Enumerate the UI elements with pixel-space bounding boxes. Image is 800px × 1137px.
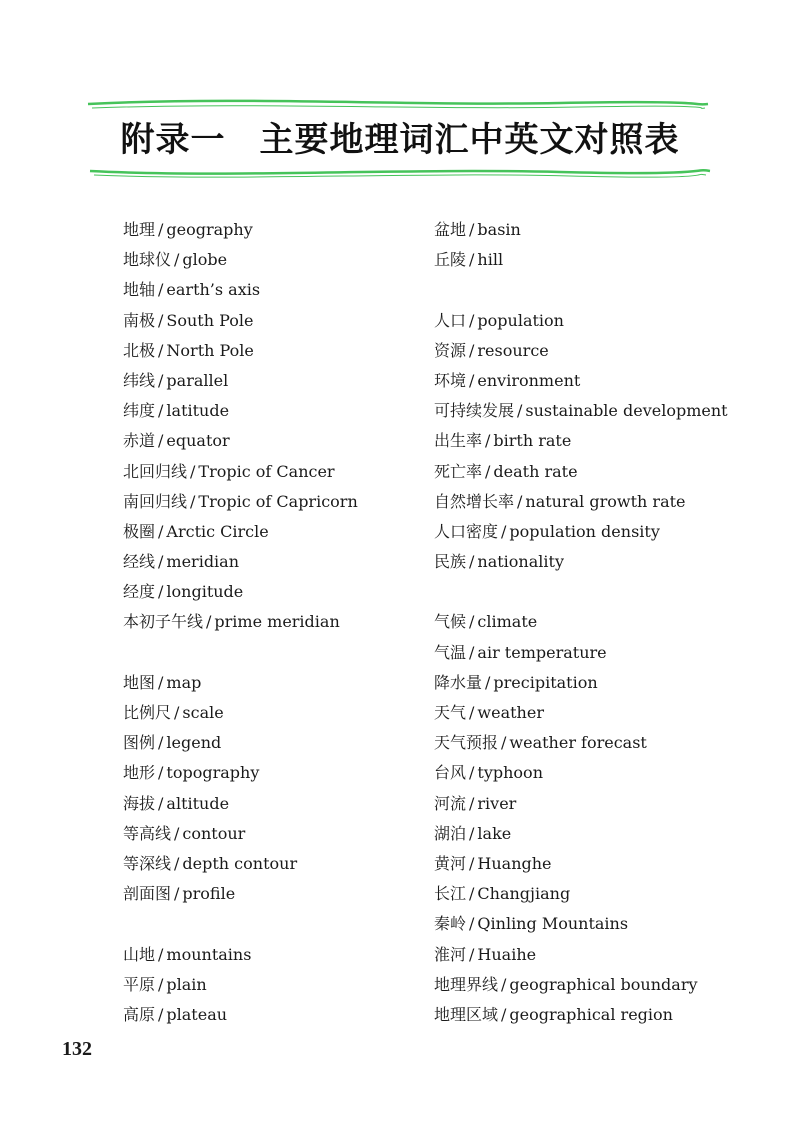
glossary-entry (434, 849, 728, 879)
chinese-term: 山地 (123, 944, 156, 964)
separator: / (469, 914, 475, 934)
chinese-term: 等深线 (123, 853, 172, 873)
glossary-entry (434, 758, 728, 788)
english-term: geographical boundary (509, 974, 698, 994)
chinese-term: 北回归线 (123, 461, 188, 481)
glossary-entry (123, 698, 358, 728)
separator: / (158, 431, 164, 451)
english-term: river (477, 793, 517, 813)
chinese-term: 地形 (123, 763, 156, 783)
chinese-term: 气候 (434, 612, 467, 632)
chinese-term: 地理 (123, 220, 156, 239)
glossary-entry (434, 1000, 728, 1030)
english-term: Tropic of Cancer (198, 461, 335, 481)
separator: / (469, 703, 475, 722)
glossary-entry (434, 517, 728, 547)
title-decoration (0, 0, 800, 200)
chinese-term: 高原 (123, 1004, 156, 1024)
english-term: natural growth rate (525, 491, 686, 511)
english-term: Huanghe (477, 853, 552, 873)
chinese-term: 等高线 (123, 823, 172, 843)
glossary-entry (434, 607, 728, 637)
separator: / (469, 220, 475, 239)
glossary-entry (123, 970, 358, 1000)
english-term: climate (477, 612, 538, 632)
glossary-entry (434, 306, 728, 336)
glossary-entry (123, 457, 358, 487)
glossary-entry (123, 366, 358, 396)
english-term: basin (477, 220, 521, 239)
separator: / (158, 401, 164, 421)
english-term: Tropic of Capricorn (198, 491, 358, 511)
separator: / (517, 491, 523, 511)
separator: / (469, 793, 475, 813)
english-term: weather (477, 703, 544, 722)
page-title (0, 112, 800, 161)
glossary-entry (123, 517, 358, 547)
glossary-entry (123, 879, 358, 909)
separator: / (469, 763, 475, 783)
chinese-term: 地理界线 (434, 974, 499, 994)
blank-row (434, 275, 728, 305)
separator: / (158, 793, 164, 813)
english-term: map (166, 672, 202, 692)
english-term: legend (166, 733, 222, 753)
chinese-term: 地轴 (123, 280, 156, 300)
glossary-entry (123, 336, 358, 366)
english-term: typhoon (477, 763, 543, 783)
chinese-term: 纬线 (123, 370, 156, 390)
english-term: hill (477, 250, 504, 270)
separator: / (501, 521, 507, 541)
english-term: air temperature (477, 642, 607, 662)
english-term: population density (509, 521, 660, 541)
separator: / (190, 491, 196, 511)
glossary-entry (123, 275, 358, 305)
chinese-term: 地理区域 (434, 1004, 499, 1024)
chinese-term: 南极 (123, 310, 156, 330)
left-glossary-column (123, 215, 358, 1030)
glossary-entry (123, 849, 358, 879)
english-term: profile (182, 884, 236, 904)
separator: / (485, 672, 491, 692)
glossary-entry (434, 728, 728, 758)
glossary-entry (123, 547, 358, 577)
english-term: North Pole (166, 340, 254, 360)
separator: / (469, 853, 475, 873)
glossary-entry (434, 909, 728, 939)
english-term: scale (182, 703, 224, 722)
separator: / (158, 280, 164, 300)
glossary-entry (434, 879, 728, 909)
separator: / (174, 853, 180, 873)
separator: / (469, 642, 475, 662)
glossary-entry (123, 1000, 358, 1030)
english-term: plain (166, 974, 207, 994)
separator: / (485, 431, 491, 451)
chinese-term: 人口 (434, 310, 467, 330)
english-term: weather forecast (509, 733, 647, 753)
separator: / (158, 310, 164, 330)
glossary-entry (434, 245, 728, 275)
chinese-term: 台风 (434, 763, 467, 783)
separator: / (158, 552, 164, 572)
chinese-term: 极圈 (123, 521, 156, 541)
chinese-term: 平原 (123, 974, 156, 994)
glossary-entry (123, 819, 358, 849)
title-bottom-wave-line (90, 170, 710, 173)
separator: / (174, 884, 180, 904)
english-term: topography (166, 763, 260, 783)
separator: / (158, 1004, 164, 1024)
glossary-entry (123, 577, 358, 607)
separator: / (469, 552, 475, 572)
glossary-entry (434, 638, 728, 668)
chinese-term: 天气 (434, 703, 467, 722)
blank-row (123, 909, 358, 939)
glossary-entry (434, 426, 728, 456)
chinese-term: 秦岭 (434, 914, 467, 934)
glossary-entry (434, 366, 728, 396)
english-term: precipitation (493, 672, 598, 692)
english-term: environment (477, 370, 581, 390)
english-term: meridian (166, 552, 240, 572)
chinese-term: 经线 (123, 552, 156, 572)
chinese-term: 河流 (434, 793, 467, 813)
english-term: Changjiang (477, 884, 571, 904)
chinese-term: 民族 (434, 552, 467, 572)
english-term: Huaihe (477, 944, 537, 964)
title-top-wave-line (88, 101, 708, 105)
separator: / (501, 733, 507, 753)
separator: / (158, 582, 164, 602)
glossary-entry (123, 940, 358, 970)
separator: / (469, 612, 475, 632)
chinese-term: 天气预报 (434, 733, 499, 753)
english-term: prime meridian (214, 612, 340, 632)
english-term: birth rate (493, 431, 572, 451)
separator: / (469, 823, 475, 843)
chinese-term: 图例 (123, 733, 156, 753)
glossary-entry (434, 396, 728, 426)
chinese-term: 南回归线 (123, 491, 188, 511)
chinese-term: 可持续发展 (434, 401, 515, 421)
glossary-entry (434, 215, 728, 245)
english-term: South Pole (166, 310, 254, 330)
separator: / (190, 461, 196, 481)
separator: / (174, 703, 180, 722)
glossary-entry (434, 698, 728, 728)
separator: / (158, 733, 164, 753)
chinese-term: 环境 (434, 370, 467, 390)
chinese-term: 盆地 (434, 220, 467, 239)
chinese-term: 人口密度 (434, 521, 499, 541)
english-term: death rate (493, 461, 578, 481)
chinese-term: 比例尺 (123, 703, 172, 722)
chinese-term: 资源 (434, 340, 467, 360)
glossary-entry (123, 306, 358, 336)
chinese-term: 纬度 (123, 401, 156, 421)
separator: / (174, 250, 180, 270)
separator: / (158, 974, 164, 994)
glossary-entry (123, 215, 358, 245)
glossary-entry (123, 789, 358, 819)
chinese-term: 黄河 (434, 853, 467, 873)
page-number: 132 (62, 1038, 92, 1060)
english-term: earth’s axis (166, 280, 261, 300)
english-term: sustainable development (525, 401, 728, 421)
separator: / (158, 340, 164, 360)
glossary-entry (123, 426, 358, 456)
separator: / (469, 884, 475, 904)
blank-row (434, 577, 728, 607)
english-term: nationality (477, 552, 564, 572)
english-term: population (477, 310, 564, 330)
glossary-entry (434, 336, 728, 366)
separator: / (501, 1004, 507, 1024)
chinese-term: 淮河 (434, 944, 467, 964)
title-text: 主要地理词汇中英文对照表 (259, 120, 680, 160)
english-term: Qinling Mountains (477, 914, 629, 934)
separator: / (517, 401, 523, 421)
english-term: plateau (166, 1004, 228, 1024)
english-term: altitude (166, 793, 230, 813)
separator: / (469, 944, 475, 964)
appendix-label: 附录一 (120, 120, 226, 160)
glossary-entry (434, 940, 728, 970)
separator: / (206, 612, 212, 632)
separator: / (485, 461, 491, 481)
chinese-term: 死亡率 (434, 461, 483, 481)
english-term: latitude (166, 401, 230, 421)
glossary-entry (434, 457, 728, 487)
chinese-term: 气温 (434, 642, 467, 662)
separator: / (501, 974, 507, 994)
chinese-term: 海拔 (123, 793, 156, 813)
separator: / (469, 250, 475, 270)
glossary-entry (123, 758, 358, 788)
english-term: geography (166, 220, 253, 239)
english-term: Arctic Circle (166, 521, 269, 541)
separator: / (469, 370, 475, 390)
separator: / (158, 220, 164, 239)
glossary-entry (434, 789, 728, 819)
english-term: longitude (166, 582, 244, 602)
glossary-entry (123, 607, 358, 637)
glossary-entry (434, 547, 728, 577)
chinese-term: 本初子午线 (123, 612, 204, 632)
glossary-entry (434, 487, 728, 517)
title-top-wave-line-thin (92, 106, 705, 109)
chinese-term: 地球仪 (123, 250, 172, 270)
glossary-entry (123, 668, 358, 698)
blank-row (123, 638, 358, 668)
chinese-term: 湖泊 (434, 823, 467, 843)
chinese-term: 降水量 (434, 672, 483, 692)
separator: / (158, 672, 164, 692)
english-term: globe (182, 250, 228, 270)
english-term: lake (477, 823, 512, 843)
glossary-entry (123, 396, 358, 426)
chinese-term: 经度 (123, 582, 156, 602)
glossary-entry (123, 245, 358, 275)
english-term: equator (166, 431, 230, 451)
english-term: depth contour (182, 853, 298, 873)
separator: / (158, 944, 164, 964)
glossary-entry (434, 819, 728, 849)
glossary-entry (434, 668, 728, 698)
chinese-term: 北极 (123, 340, 156, 360)
separator: / (158, 521, 164, 541)
glossary-entry (434, 970, 728, 1000)
glossary-entry (123, 728, 358, 758)
separator: / (469, 340, 475, 360)
chinese-term: 地图 (123, 672, 156, 692)
english-term: contour (182, 823, 246, 843)
english-term: mountains (166, 944, 252, 964)
chinese-term: 出生率 (434, 431, 483, 451)
english-term: geographical region (509, 1004, 673, 1024)
title-bottom-wave-line-thin (94, 174, 706, 177)
chinese-term: 赤道 (123, 431, 156, 451)
separator: / (174, 823, 180, 843)
separator: / (158, 763, 164, 783)
chinese-term: 自然增长率 (434, 491, 515, 511)
right-glossary-column (434, 215, 728, 1030)
english-term: resource (477, 340, 549, 360)
separator: / (158, 370, 164, 390)
separator: / (469, 310, 475, 330)
chinese-term: 丘陵 (434, 250, 467, 270)
chinese-term: 剖面图 (123, 884, 172, 904)
english-term: parallel (166, 370, 229, 390)
glossary-entry (123, 487, 358, 517)
chinese-term: 长江 (434, 884, 467, 904)
